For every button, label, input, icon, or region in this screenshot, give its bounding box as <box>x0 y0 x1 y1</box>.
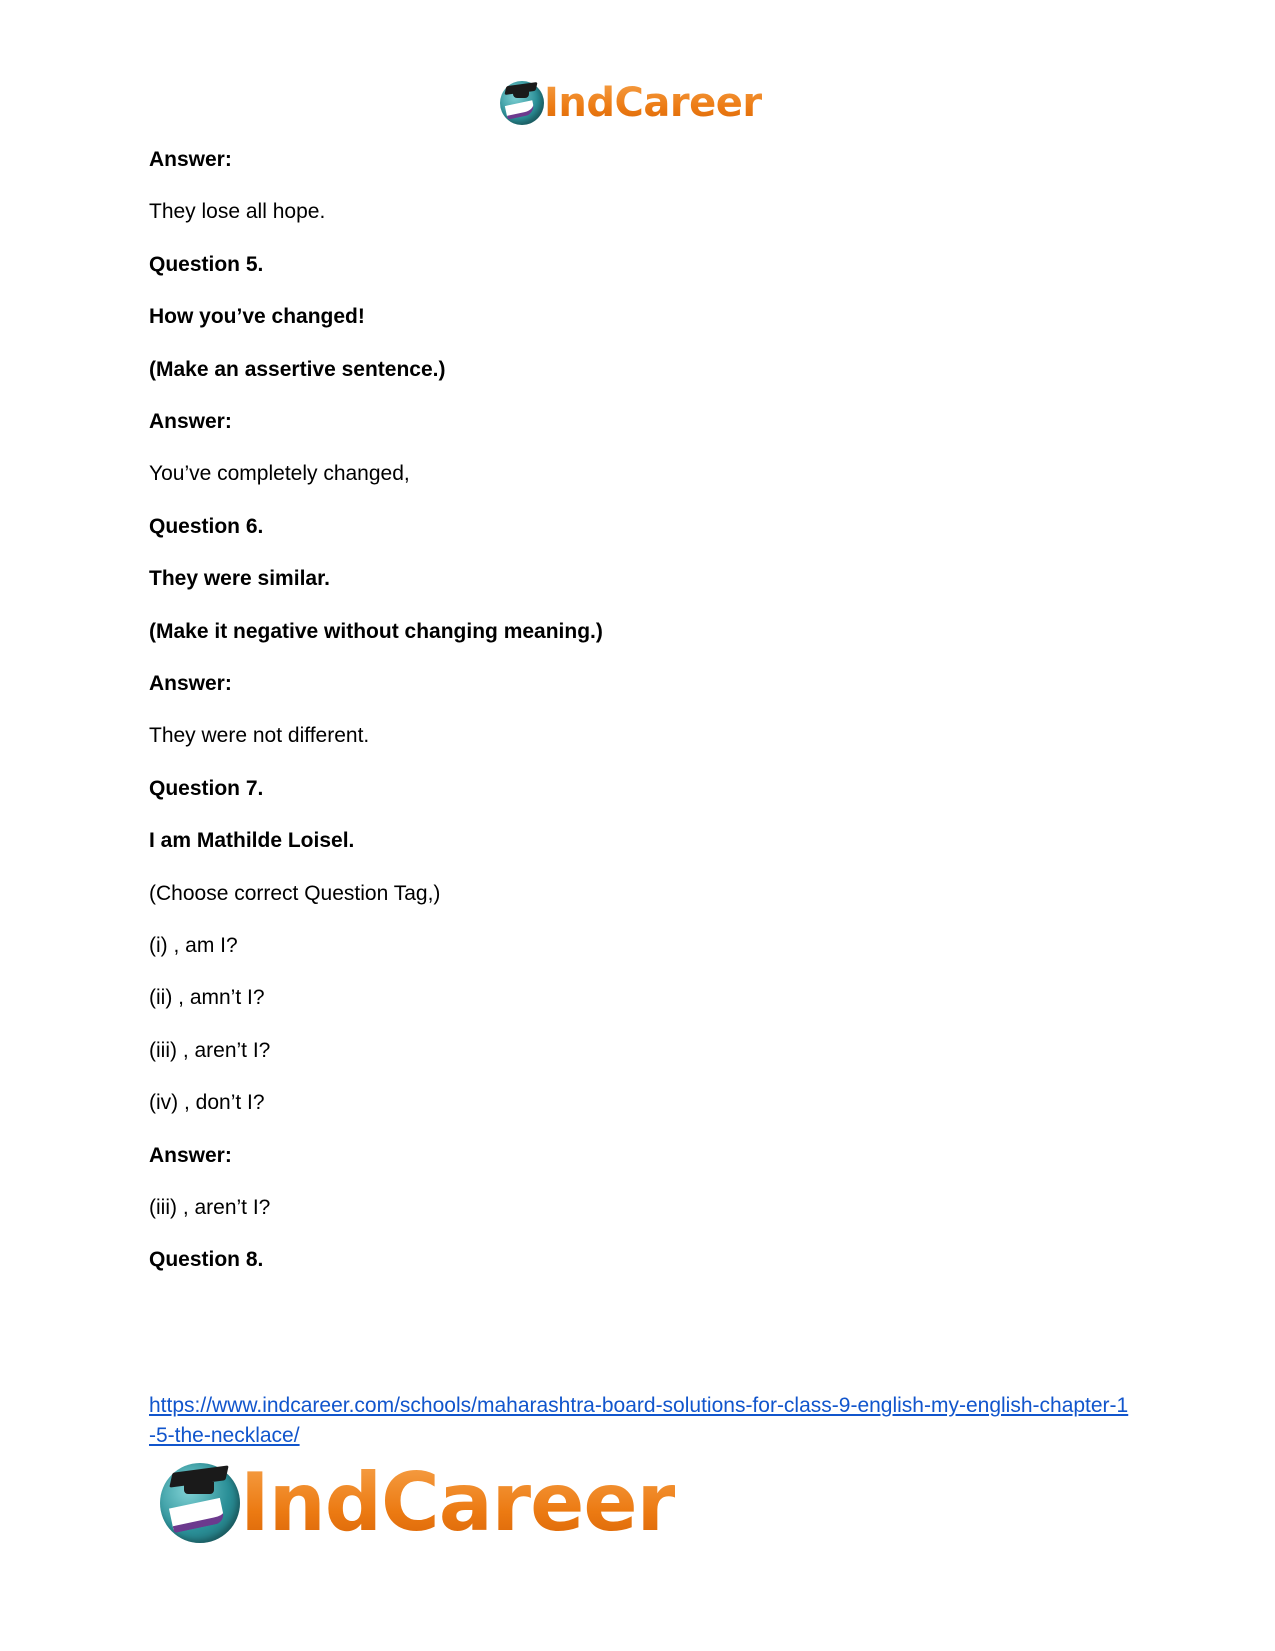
heading-line: Question 8. <box>149 1248 264 1271</box>
heading-line: Question 6. <box>149 515 264 538</box>
heading-line: Answer: <box>149 672 232 695</box>
header-logo <box>500 78 762 128</box>
heading-line: Answer: <box>149 410 232 433</box>
heading-line: Answer: <box>149 1144 232 1167</box>
heading-line: How you’ve changed! <box>149 305 365 328</box>
text-line: You’ve completely changed, <box>149 462 410 485</box>
heading-line: (Make it negative without changing meaning.) <box>149 620 603 643</box>
heading-line: I am Mathilde Loisel. <box>149 829 355 852</box>
heading-line: Question 5. <box>149 253 264 276</box>
graduation-globe-icon <box>160 1463 240 1543</box>
text-line: (iv) , don’t I? <box>149 1091 265 1114</box>
heading-line: Question 7. <box>149 777 264 800</box>
text-line: (iii) , aren’t I? <box>149 1196 271 1219</box>
footer-logo-text: IndCareer <box>240 1456 676 1549</box>
header-logo-text: IndCareer <box>544 80 762 126</box>
text-line: They lose all hope. <box>149 200 326 223</box>
heading-line: They were similar. <box>149 567 330 590</box>
footer-logo <box>160 1458 675 1548</box>
text-line: (iii) , aren’t I? <box>149 1039 271 1062</box>
text-line: (ii) , amn’t I? <box>149 986 265 1009</box>
source-link[interactable]: https://www.indcareer.com/schools/maharashtra-board-solutions-for-class-9-english-my-english-chapter-1-5-the-necklace/ <box>149 1394 1129 1447</box>
graduation-globe-icon <box>500 81 544 125</box>
text-line: They were not different. <box>149 724 370 747</box>
text-line: (i) , am I? <box>149 934 238 957</box>
heading-line: Answer: <box>149 148 232 171</box>
text-line: (Choose correct Question Tag,) <box>149 882 441 905</box>
heading-line: (Make an assertive sentence.) <box>149 358 446 381</box>
